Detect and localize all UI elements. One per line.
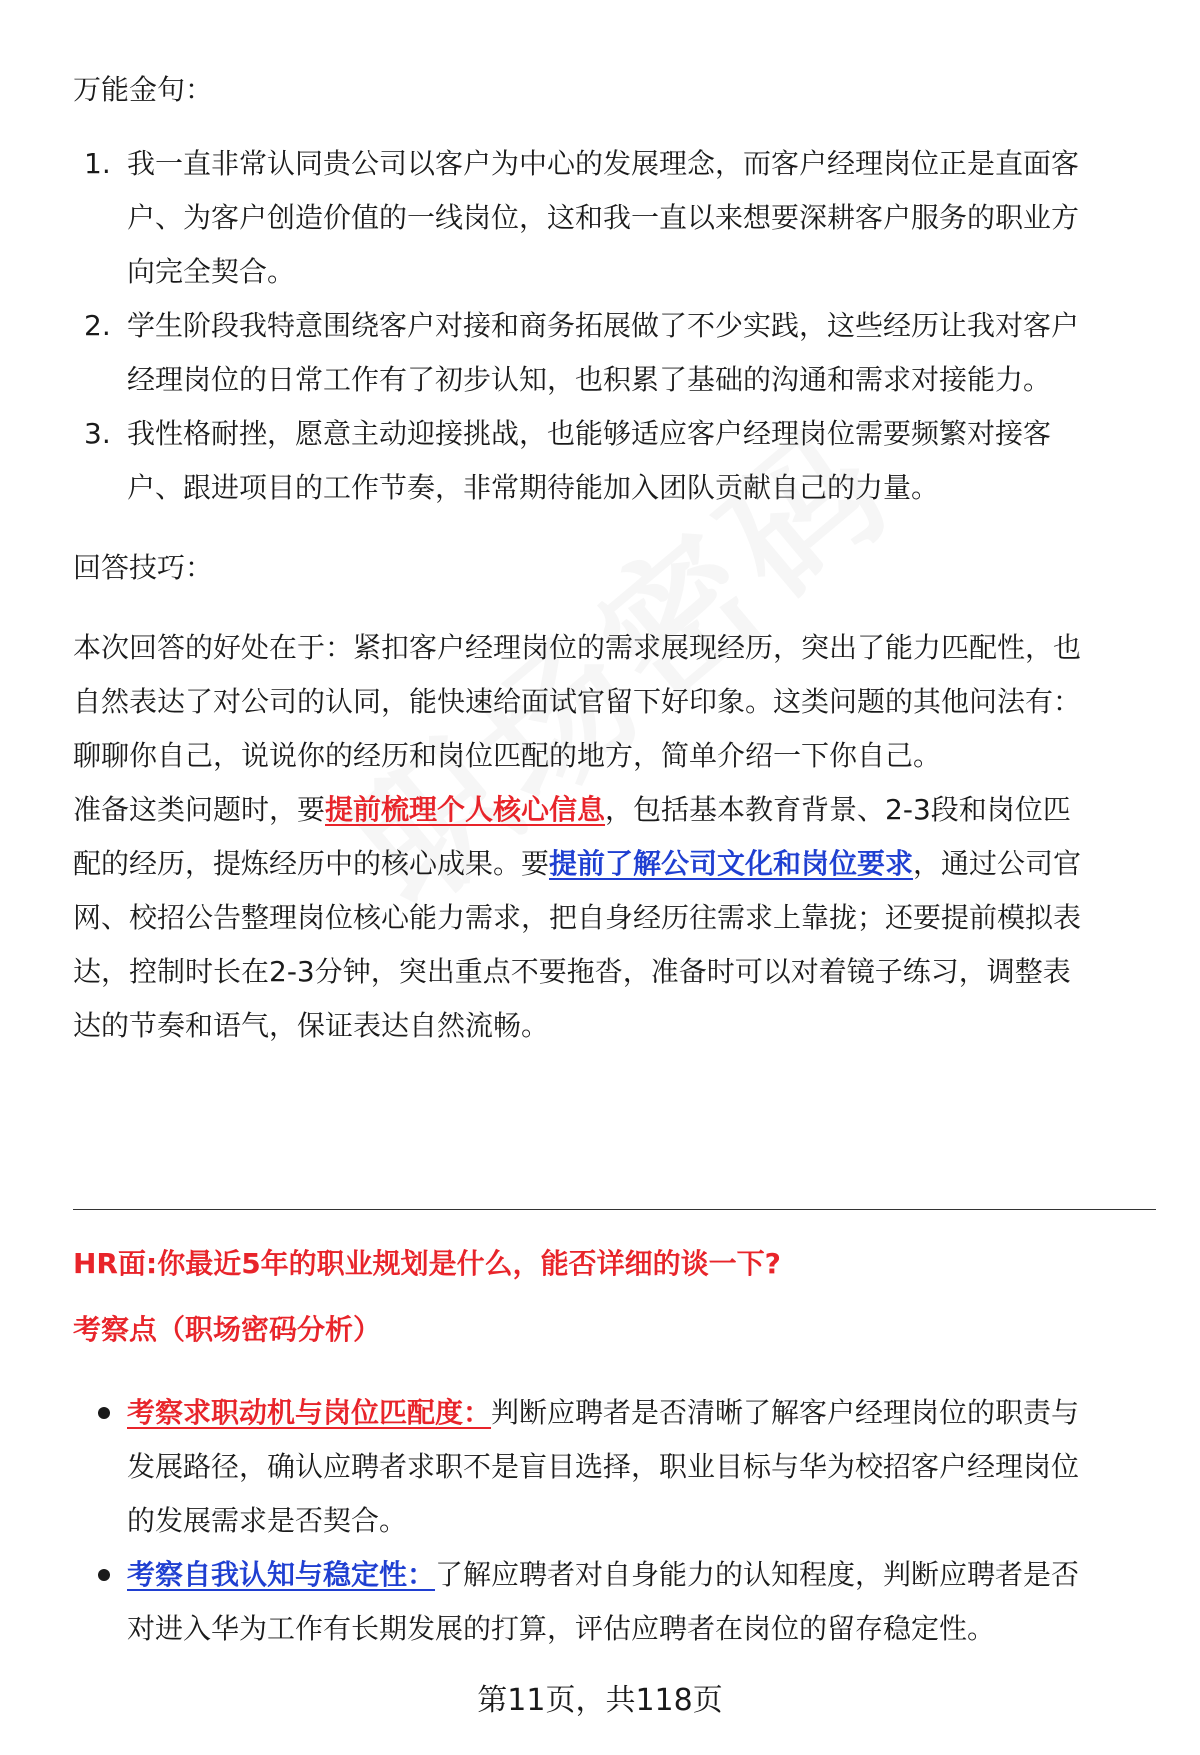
list-item-line: 学生阶段我特意围绕客户对接和商务拓展做了不少实践，这些经历让我对客户 (127, 309, 1080, 342)
highlight-blue: 提前了解公司文化和岗位要求 (549, 847, 914, 880)
paragraph-line: 聊聊你自己，说说你的经历和岗位匹配的地方，简单介绍一下你自己。 (73, 739, 942, 772)
list-number: 3. (84, 417, 111, 450)
bullet-line: 的发展需求是否契合。 (127, 1504, 408, 1537)
bullet-line: 发展路径，确认应聘者求职不是盲目选择，职业目标与华为校招客户经理岗位 (127, 1450, 1080, 1483)
paragraph-line: 达，控制时长在2-3分钟，突出重点不要拖沓，准备时可以对着镜子练习，调整表 (73, 955, 1071, 988)
list-item-line: 户、为客户创造价值的一线岗位，这和我一直以来想要深耕客户服务的职业方 (127, 201, 1080, 234)
list-number: 2. (84, 309, 111, 342)
bullet-line: 考察自我认知与稳定性：了解应聘者对自身能力的认知程度，判断应聘者是否 (127, 1558, 1080, 1591)
section-heading-golden-sentences: 万能金句： (73, 73, 214, 106)
bullet-line: 考察求职动机与岗位匹配度：判断应聘者是否清晰了解客户经理岗位的职责与 (127, 1396, 1080, 1429)
list-number: 1. (84, 147, 111, 180)
highlight-red: 提前梳理个人核心信息 (325, 793, 606, 826)
page-number-footer: 第11页，共118页 (477, 1683, 723, 1718)
paragraph-line: 配的经历，提炼经历中的核心成果。要提前了解公司文化和岗位要求，通过公司官 (73, 847, 1082, 880)
bullet-label-blue: 考察自我认知与稳定性： (127, 1558, 436, 1591)
list-item-line: 经理岗位的日常工作有了初步认知，也积累了基础的沟通和需求对接能力。 (127, 363, 1052, 396)
list-item-line: 我一直非常认同贵公司以客户为中心的发展理念，而客户经理岗位正是直面客 (127, 147, 1080, 180)
list-item-line: 向完全契合。 (127, 255, 296, 288)
paragraph-line: 自然表达了对公司的认同，能快速给面试官留下好印象。这类问题的其他问法有： (73, 685, 1082, 718)
question-heading: HR面:你最近5年的职业规划是什么，能否详细的谈一下? (73, 1247, 781, 1280)
bullet-dot (98, 1407, 110, 1419)
subheading: 考察点（职场密码分析） (73, 1313, 382, 1346)
paragraph-line: 准备这类问题时，要提前梳理个人核心信息，包括基本教育背景、2-3段和岗位匹 (73, 793, 1071, 826)
bullet-label-red: 考察求职动机与岗位匹配度： (127, 1396, 492, 1429)
paragraph-line: 达的节奏和语气，保证表达自然流畅。 (73, 1009, 550, 1042)
paragraph-line: 网、校招公告整理岗位核心能力需求，把自身经历往需求上靠拢；还要提前模拟表 (73, 901, 1082, 934)
bullet-dot (98, 1569, 110, 1581)
paragraph-line: 本次回答的好处在于：紧扣客户经理岗位的需求展现经历，突出了能力匹配性，也 (73, 631, 1082, 664)
list-item-line: 我性格耐挫，愿意主动迎接挑战，也能够适应客户经理岗位需要频繁对接客 (127, 417, 1052, 450)
bullet-line: 对进入华为工作有长期发展的打算，评估应聘者在岗位的留存稳定性。 (127, 1612, 996, 1645)
section-heading-answer-tips: 回答技巧： (73, 551, 214, 584)
list-item-line: 户、跟进项目的工作节奏，非常期待能加入团队贡献自己的力量。 (127, 471, 940, 504)
divider (73, 1209, 1156, 1210)
